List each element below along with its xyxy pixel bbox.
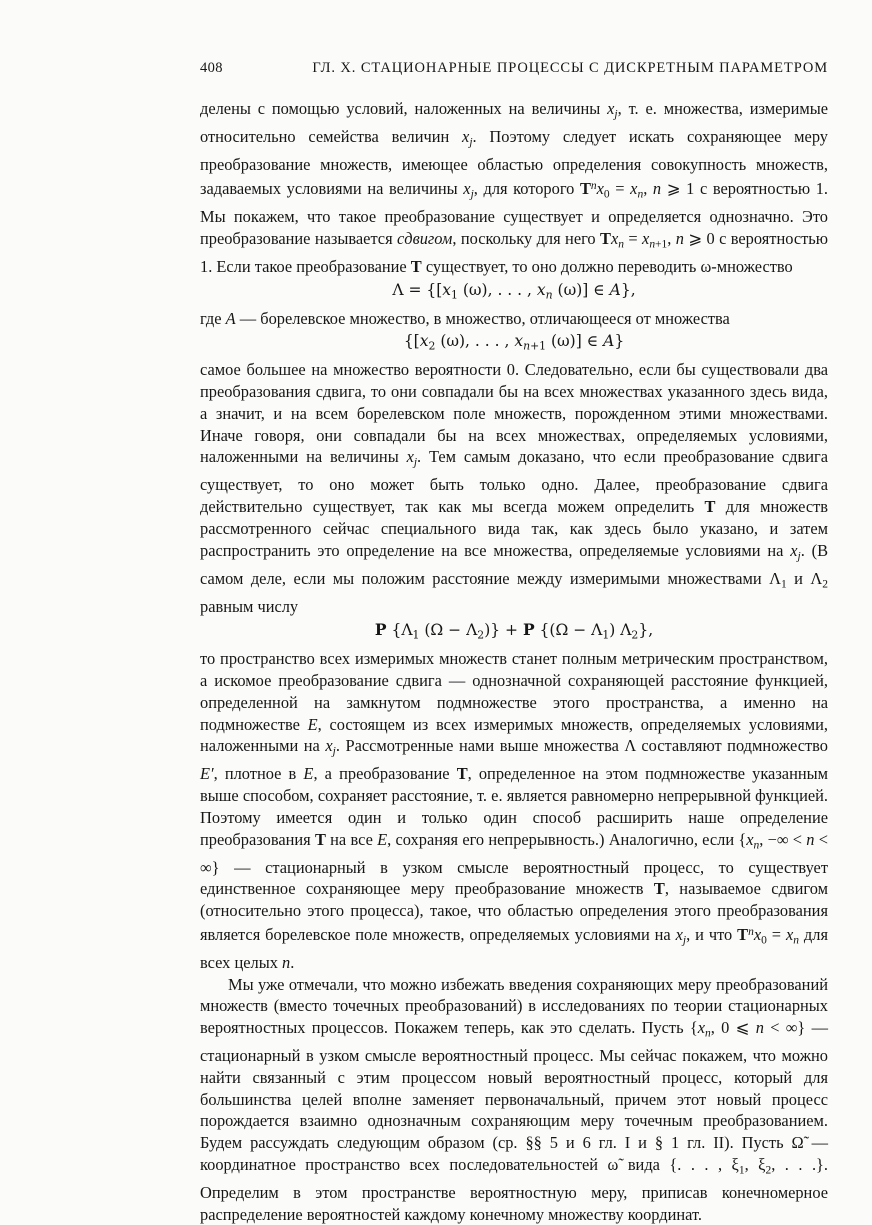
page-body <box>200 98 828 1225</box>
display-formula: P {$\Lambda_1$ $(\Omega - \Lambda_2)\} + P$ {$(\Omega - \Lambda_1)$ $\Lambda_2$}, <box>374 620 654 642</box>
paragraph: Мы уже отмечали, что можно избежать введения сохраняющих меру преобразований множеств (вместо точечных преобразований) в исследованиях по теории стационарных вероятностных процессов. Покажем теперь, как это сделать. Пусть {$x_n$, 0 ⩽ n < ∞} — стационарный в узком смысле вероятностный процесс. Мы сейчас покажем, что можно найти связанный с этим процессом новый вероятностный процесс, который для большинства целей вполне заменяет первоначальный, причем этот новый процесс порождается взаимно однозначным сохраняющим меру точечным преобразованием. Будем рассуждать следующим образом (ср. §§ 5 и 6 гл. I и § 1 гл. II). Пусть Ω̃ — координатное пространство всех последовательностей ω̃ вида {. . . , $\xi_1$, $\xi_2$, . . .}. Определим в этом пространстве вероятностную меру, приписав конечномерное распределение вероятностей каждому конечному множеству координат. <box>200 974 829 1224</box>
page-number: 408 <box>200 60 223 76</box>
paragraph: делены с помощью условий, наложенных на величины $x_j$, т. е. множества, измеримые относительно семейства величин $x_j$. Поэтому следует искать сохраняющее меру преобразование множеств, имеющее областью определения совокупность множеств, задаваемых условиями на величины $x_j$, для которого $T^nx_0 = x_n$, n ⩾ 1 с вероятностью 1. Мы покажем, что такое преобразование существует и определяется однозначно. Это преобразование называется сдвигом, поскольку для него $Tx_n = x_{n+1}$, n ⩾ 0 с вероятностью 1. Если такое преобразование T существует, то оно должно переводить ω-множество <box>200 99 829 277</box>
paragraph: то пространство всех измеримых множеств станет полным метрическим пространством, а искомое преобразование сдвига — однозначной сохраняющей расстояние функцией, определенной на замкнутом подмножестве этого пространства, а именно на подмножестве E, состоящем из всех измеримых множеств, определяемых условиями, наложенными на $x_j$. Рассмотренные нами выше множества Λ составляют подмножество E′, плотное в E, а преобразование T, определенное на этом подмножестве указанным выше способом, сохраняет расстояние, т. е. является равномерно непрерывной функцией. Поэтому имеется один и только один способ расширить наше определение преобразования T на все E, сохраняя его непрерывность.) Аналогично, если {$x_n$, −∞ < n < ∞} — стационарный в узком смысле вероятностный процесс, то существует единственное сохраняющее меру преобразование множеств T, называемое сдвигом (относительно этого процесса), такое, что областью определения этого преобразования является борелевское поле множеств, определяемых условиями на $x_j$, и что $T^nx_0 = x_n$ для всех целых n. <box>200 649 828 973</box>
running-header <box>200 60 828 77</box>
paragraph: самое большее на множество вероятности 0. Следовательно, если бы существовали два преобразования сдвига, то они совпадали бы на всех множествах указанного здесь вида, а значит, и на всем борелевском поле множеств, порожденном этими множествами. Иначе говоря, они совпадали бы на всех множествах, определяемых условиями, наложенными на величины $x_j$. Тем самым доказано, что если преобразование сдвига существует, то оно может быть только одно. Далее, преобразование сдвига действительно существует, так как мы всегда можем определить T для множеств рассмотренного сейчас специального вида так, как здесь было указано, и затем распространить это определение на все множества, определяемые условиями на $x_j$. (В самом деле, если мы положим расстояние между измеримыми множествами $\Lambda_1$ и $\Lambda_2$ равным числу <box>200 360 829 616</box>
running-title: ГЛ. X. СТАЦИОНАРНЫЕ ПРОЦЕССЫ С ДИСКРЕТНЫМ ПАРАМЕТРОМ <box>312 60 828 76</box>
display-formula: {[$x_2$ (ω), . . . , $x_{n+1}$ (ω)] ∈ A} <box>403 332 625 353</box>
paragraph: где A — борелевское множество, в множество, отличающееся от множества <box>200 308 730 328</box>
display-formula: $\Lambda = \{[x_1$ (ω), . . . , $x_n$ (ω)] ∈ A}, <box>392 280 636 302</box>
